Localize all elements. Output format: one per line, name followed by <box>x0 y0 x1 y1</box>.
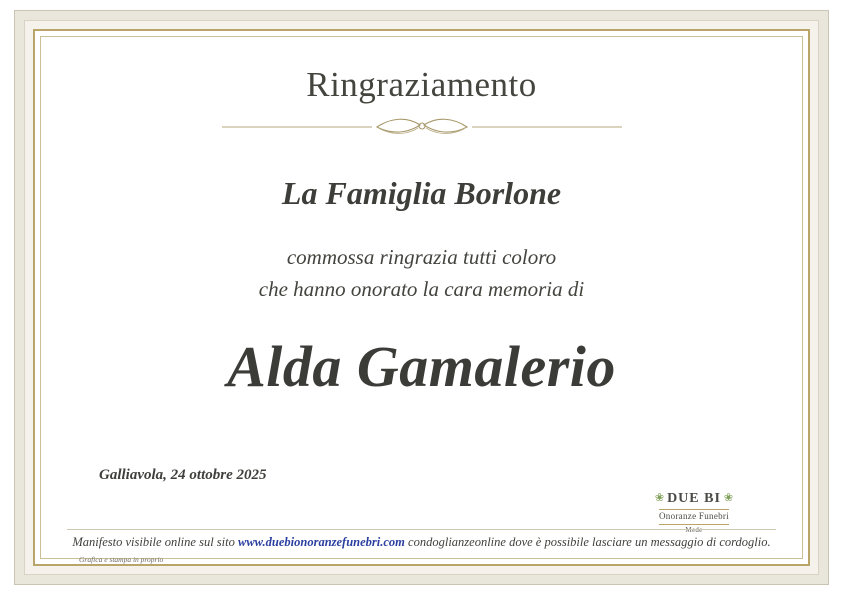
logo-main-row <box>638 489 750 507</box>
footer-separator <box>67 529 776 530</box>
place-and-date: Galliavola, 24 ottobre 2025 <box>99 467 267 483</box>
leaf-icon-right: ❀ <box>723 492 734 504</box>
card-sheet <box>41 37 802 564</box>
leaf-icon-left: ❀ <box>654 492 665 504</box>
frame-gold-border <box>33 29 810 566</box>
logo-name: DUE BI <box>667 491 721 506</box>
website-link[interactable]: www.duebionoranzefunebri.com <box>237 535 405 549</box>
footer-text-after: condoglianzeonline dove è possibile lasciare un messaggio di cordoglio. <box>404 535 771 549</box>
card-content <box>41 37 802 564</box>
body-line-1: commossa ringrazia tutti coloro <box>286 245 557 269</box>
logo-subtitle: Onoranze Funebri <box>658 511 730 522</box>
footer-note <box>41 535 802 550</box>
frame-outer-border <box>14 10 829 585</box>
print-credit: Grafica e stampa in proprio <box>79 555 164 564</box>
family-name: La Famiglia Borlone <box>281 175 562 211</box>
logo-divider <box>659 509 729 510</box>
frame-band <box>24 20 819 575</box>
footer-text-before: Manifesto visibile online sul sito <box>72 535 238 549</box>
logo-divider-2 <box>659 524 729 525</box>
funeral-home-logo <box>638 489 750 534</box>
ornament-divider <box>212 113 632 141</box>
frame-inner-line <box>40 36 803 564</box>
page-title: Ringraziamento <box>306 65 537 104</box>
deceased-name: Alda Gamalerio <box>227 334 616 399</box>
body-line-2: che hanno onorato la cara memoria di <box>258 276 585 301</box>
